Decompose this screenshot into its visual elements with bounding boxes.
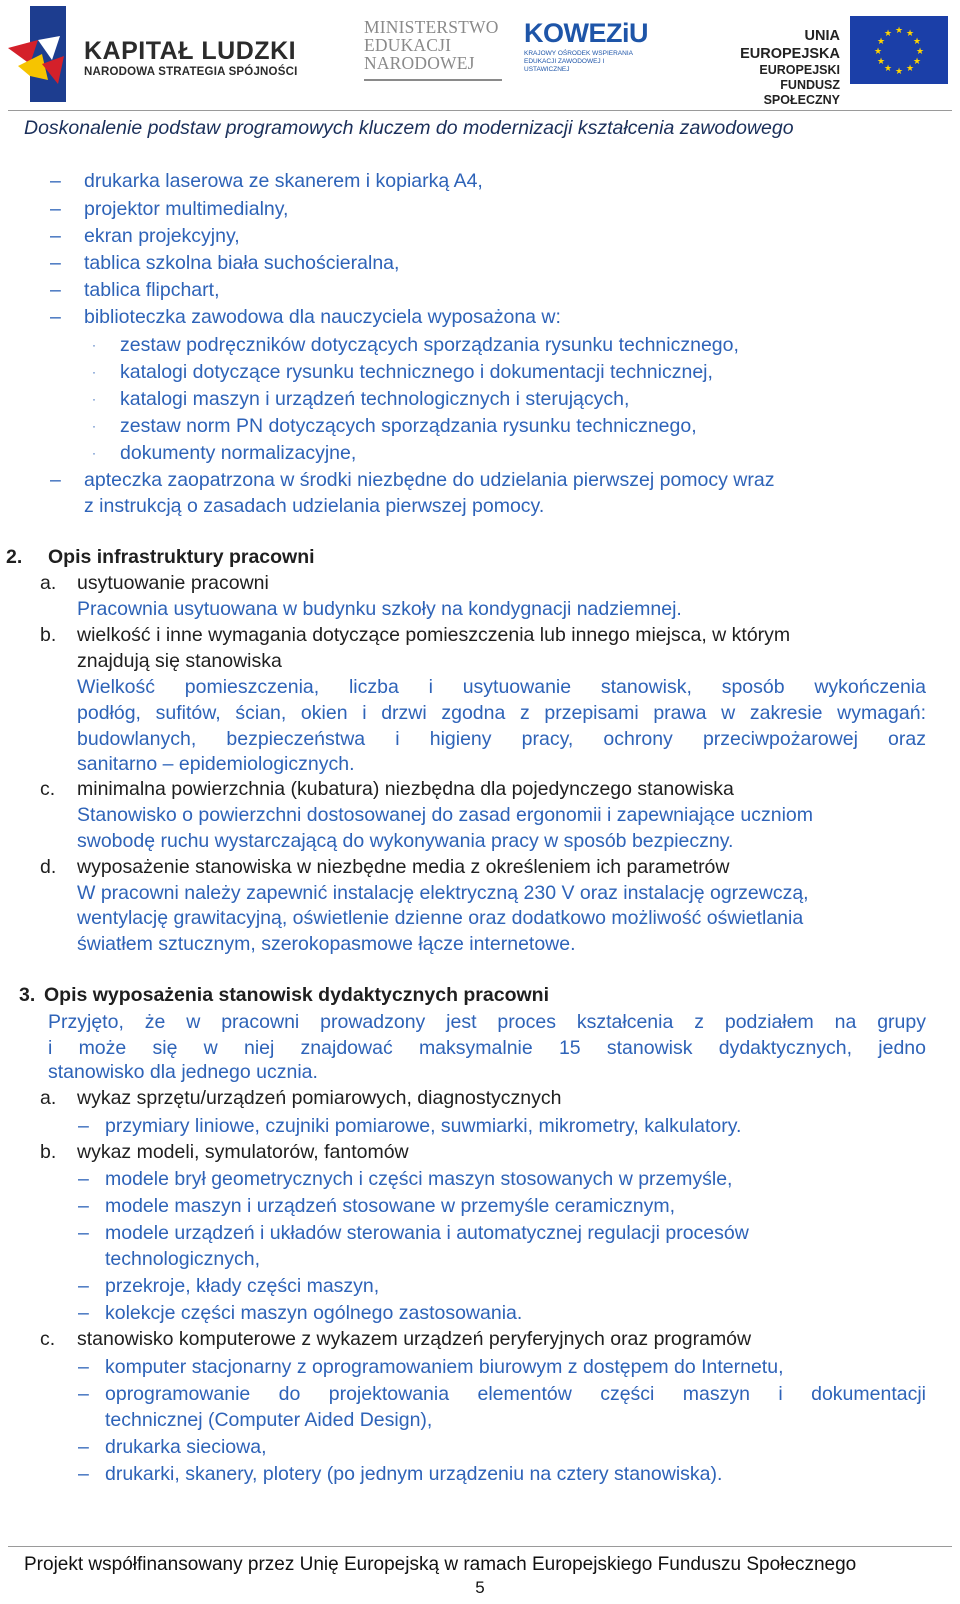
list-dash: –	[78, 1356, 89, 1378]
list-item: biblioteczka zawodowa dla nauczyciela wyposażona w:	[84, 306, 561, 328]
item-letter: c.	[40, 778, 56, 800]
kapital-ludzki-logo	[84, 38, 297, 78]
svg-text:★: ★	[883, 29, 893, 39]
item-letter: a.	[40, 572, 57, 594]
list-dash: –	[50, 198, 61, 220]
eu-line-1: UNIA EUROPEJSKA	[740, 28, 840, 62]
list-dash: –	[78, 1302, 89, 1324]
kl-subtitle: NARODOWA STRATEGIA SPÓJNOŚCI	[84, 66, 298, 78]
list-item: modele urządzeń i układów sterowania i automatycznej regulacji procesów	[105, 1222, 749, 1244]
item-text: światłem sztucznym, szerokopasmowe łącze internetowe.	[77, 933, 576, 955]
list-item: modele brył geometrycznych i części maszyn stosowanych w przemyśle,	[105, 1168, 733, 1190]
list-item: oprogramowanie do projektowania elementów części maszyn i dokumentacji	[105, 1383, 926, 1405]
intro-text: stanowisko dla jednego ucznia.	[48, 1061, 318, 1083]
sublist-item: katalogi maszyn i urządzeń technologicznych i sterujących,	[120, 388, 630, 410]
svg-text:★: ★	[912, 37, 922, 47]
item-text: Pracownia usytuowana w budynku szkoły na kondygnacji nadziemnej.	[77, 598, 682, 620]
list-dash: –	[78, 1383, 89, 1405]
list-dot: ·	[92, 419, 96, 433]
item-label: wielkość i inne wymagania dotyczące pomieszczenia lub innego miejsca, w którym	[77, 624, 791, 646]
item-letter: d.	[40, 856, 57, 878]
list-dot: ·	[92, 392, 96, 406]
list-item: drukarki, skanery, plotery (po jednym urządzeniu na cztery stanowiska).	[105, 1463, 723, 1485]
intro-text: i może się w niej znajdować maksymalnie 15 stanowisk dydaktycznych, jedno	[48, 1037, 926, 1059]
page-number: 5	[475, 1578, 485, 1597]
list-item: przymiary liniowe, czujniki pomiarowe, suwmiarki, mikrometry, kalkulatory.	[105, 1115, 742, 1137]
section-number: 3.	[19, 984, 36, 1006]
list-item: tablica szkolna biała suchościeralna,	[84, 252, 400, 274]
list-dash: –	[50, 306, 61, 328]
footer-rule	[8, 1546, 952, 1547]
koweziu-name: KOWEZiU	[524, 18, 648, 48]
list-item: projektor multimedialny,	[84, 198, 289, 220]
list-item: apteczka zaopatrzona w środki niezbędne do udzielania pierwszej pomocy wraz	[84, 469, 775, 491]
section-number: 2.	[6, 546, 23, 568]
item-text: Wielkość pomieszczenia, liczba i usytuowanie stanowisk, sposób wykończenia	[77, 676, 926, 698]
item-text: swobodę ruchu wystarczającą do wykonywania pracy w sposób bezpieczny.	[77, 830, 734, 852]
men-underline	[364, 79, 502, 81]
sublist-item: zestaw norm PN dotyczących sporządzania rysunku technicznego,	[120, 415, 697, 437]
list-item-continued: z instrukcją o zasadach udzielania pierwszej pomocy.	[84, 495, 545, 517]
item-label: wykaz modeli, symulatorów, fantomów	[77, 1141, 409, 1163]
eu-text-logo	[704, 27, 840, 108]
svg-text:★: ★	[915, 47, 925, 57]
list-dash: –	[50, 279, 61, 301]
item-text: budowlanych, bezpieczeństwa i higieny pracy, ochrony przeciwpożarowej oraz	[77, 728, 926, 750]
list-item: drukarka laserowa ze skanerem i kopiarką A4,	[84, 170, 483, 192]
item-text: podłóg, sufitów, ścian, okien i drzwi zgodna z przepisami prawa w zakresie wymagań:	[77, 702, 926, 724]
list-item: ekran projekcyjny,	[84, 225, 240, 247]
list-dash: –	[78, 1222, 89, 1244]
list-dash: –	[78, 1168, 89, 1190]
list-item: drukarka sieciowa,	[105, 1436, 267, 1458]
list-dash: –	[78, 1275, 89, 1297]
header-logos	[0, 0, 960, 112]
svg-text:★: ★	[873, 47, 883, 57]
list-item: modele maszyn i urządzeń stosowane w przemyśle ceramicznym,	[105, 1195, 676, 1217]
kapital-ludzki-logo-icon	[8, 6, 66, 102]
item-text: Stanowisko o powierzchni dostosowanej do zasad ergonomii i zapewniające uczniom	[77, 804, 813, 826]
sublist-item: katalogi dotyczące rysunku technicznego i dokumentacji technicznej,	[120, 361, 713, 383]
section-heading: Opis wyposażenia stanowisk dydaktycznych pracowni	[44, 984, 549, 1006]
kl-title: KAPITAŁ LUDZKI	[84, 37, 297, 65]
item-label: minimalna powierzchnia (kubatura) niezbędna dla pojedynczego stanowiska	[77, 778, 734, 800]
list-dash: –	[50, 170, 61, 192]
eu-line-3: FUNDUSZ SPOŁECZNY	[763, 78, 840, 107]
list-dot: ·	[92, 446, 96, 460]
sublist-item: dokumenty normalizacyjne,	[120, 442, 357, 464]
list-item: tablica flipchart,	[84, 279, 220, 301]
sublist-item: zestaw podręczników dotyczących sporządzania rysunku technicznego,	[120, 334, 739, 356]
list-dash: –	[78, 1436, 89, 1458]
item-letter: b.	[40, 624, 57, 646]
men-logo	[364, 18, 499, 72]
men-line-3: NARODOWEJ	[364, 53, 475, 73]
item-letter: c.	[40, 1328, 56, 1350]
item-label: wykaz sprzętu/urządzeń pomiarowych, diagnostycznych	[77, 1087, 562, 1109]
list-dash: –	[78, 1195, 89, 1217]
item-label: wyposażenie stanowiska w niezbędne media z określeniem ich parametrów	[77, 856, 730, 878]
svg-text:★: ★	[905, 29, 915, 39]
men-line-2: EDUKACJI	[364, 35, 452, 55]
list-dash: –	[78, 1463, 89, 1485]
item-letter: b.	[40, 1141, 57, 1163]
list-dash: –	[50, 469, 61, 491]
koweziu-logo	[524, 18, 648, 74]
svg-text:★: ★	[894, 26, 904, 36]
list-item-continued: technologicznych,	[105, 1248, 261, 1270]
header-rule	[8, 110, 952, 111]
list-item-continued: technicznej (Computer Aided Design),	[105, 1409, 433, 1431]
intro-text: Przyjęto, że w pracowni prowadzony jest proces kształcenia z podziałem na grupy	[48, 1011, 926, 1033]
item-letter: a.	[40, 1087, 57, 1109]
list-dot: ·	[92, 338, 96, 352]
footer-text: Projekt współfinansowany przez Unię Europejską w ramach Europejskiego Funduszu Społecznego	[24, 1554, 857, 1575]
list-dash: –	[78, 1115, 89, 1137]
svg-text:★: ★	[905, 64, 915, 74]
eu-line-2: EUROPEJSKI	[759, 63, 840, 77]
svg-text:★: ★	[894, 67, 904, 77]
list-item: przekroje, kłady części maszyn,	[105, 1275, 380, 1297]
svg-text:★: ★	[912, 57, 922, 67]
list-dash: –	[50, 225, 61, 247]
item-label: stanowisko komputerowe z wykazem urządzeń peryferyjnych oraz programów	[77, 1328, 752, 1350]
list-item: komputer stacjonarny z oprogramowaniem biurowym z dostępem do Internetu,	[105, 1356, 784, 1378]
item-label: znajdują się stanowiska	[77, 650, 282, 672]
eu-flag-icon	[850, 16, 948, 84]
svg-text:★: ★	[876, 57, 886, 67]
koweziu-subtitle: KRAJOWY OŚRODEK WSPIERANIA EDUKACJI ZAWODOWEJ I USTAWICZNEJ	[524, 50, 633, 73]
section-heading: Opis infrastruktury pracowni	[48, 546, 315, 568]
item-text: wentylację grawitacyjną, oświetlenie dzienne oraz dodatkowo możliwość oświetlania	[77, 907, 804, 929]
list-dot: ·	[92, 365, 96, 379]
document-title: Doskonalenie podstaw programowych kluczem do modernizacji kształcenia zawodowego	[24, 117, 794, 139]
svg-text:★: ★	[876, 37, 886, 47]
list-item: kolekcje części maszyn ogólnego zastosowania.	[105, 1302, 523, 1324]
item-text: W pracowni należy zapewnić instalację elektryczną 230 V oraz instalację ogrzewczą,	[77, 882, 809, 904]
item-label: usytuowanie pracowni	[77, 572, 269, 594]
list-dash: –	[50, 252, 61, 274]
svg-text:★: ★	[883, 64, 893, 74]
men-line-1: MINISTERSTWO	[364, 17, 499, 37]
item-text: sanitarno – epidemiologicznych.	[77, 753, 355, 775]
